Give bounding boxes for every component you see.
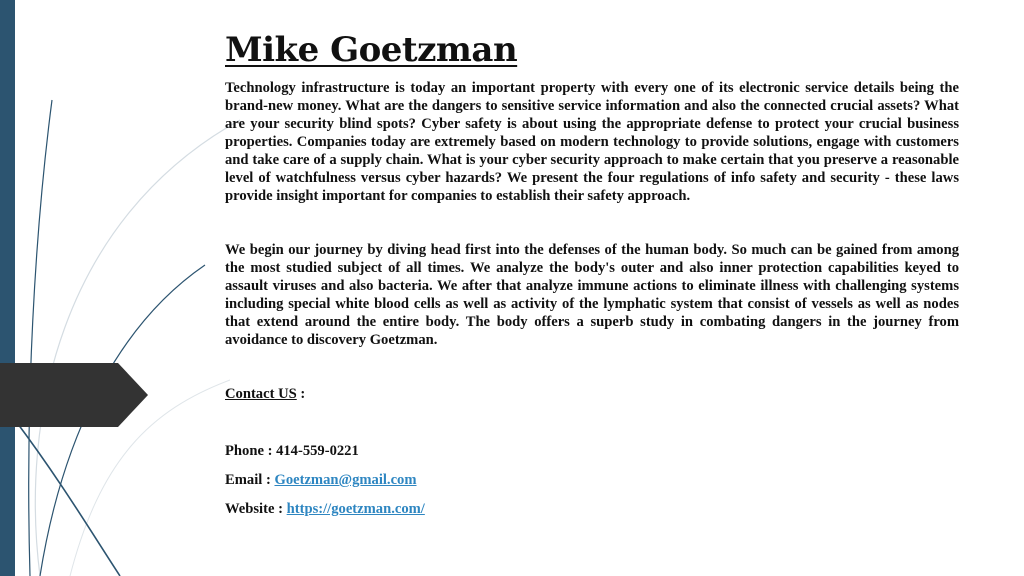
phone-label: Phone :: [225, 443, 277, 459]
page-title: Mike Goetzman: [225, 30, 518, 70]
decor-curve-dark-upper: [29, 100, 52, 576]
contact-heading: Contact US: [225, 386, 297, 402]
paragraph-journey: We begin our journey by diving head first into the defenses of the human body. So much can be gained from among the most studied subject of all times. We analyze the body's outer and also inner protection capabilities keyed to assault viruses and also bacteria. We after that analyze immune actions to eliminate illness with challenging systems including special white blood cells as well as activity of the lymphatic system that consist of vessels as well as nodes that extend around the entire body. The body offers a superb study in combating dangers in the journey from avoidance to discovery Goetzman.: [225, 242, 959, 348]
decor-curve-bottom: [15, 420, 120, 576]
phone-row: [225, 443, 359, 460]
email-link[interactable]: Goetzman@gmail.com: [274, 472, 417, 488]
email-row: [225, 472, 417, 489]
content-area: [225, 30, 959, 349]
email-label: Email :: [225, 472, 275, 488]
contact-heading-suffix: :: [296, 386, 306, 402]
decorative-curves: [0, 0, 240, 576]
website-row: [225, 501, 425, 518]
website-link[interactable]: https://goetzman.com/: [286, 501, 425, 517]
website-label: Website :: [225, 501, 287, 517]
contact-heading-row: [225, 386, 305, 403]
phone-value: 414-559-0221: [276, 443, 359, 459]
decor-curve-light: [35, 120, 240, 576]
arrow-tab-shape: [0, 363, 148, 427]
paragraph-technology: Technology infrastructure is today an important property with every one of its electronic service details being the brand-new money. What are the dangers to sensitive service information and also the connected crucial assets? What are your security blind spots? Cyber safety is about using the appropriate defense to protect your crucial business properties. Companies today are extremely based on modern technology to provide solutions, engage with customers and take care of a supply chain. What is your cyber security approach to make certain that you preserve a reasonable level of watchfulness versus cyber hazards? We present the four regulations of info safety and security - these laws provide insight important for companies to establish their safety approach.: [225, 80, 959, 204]
